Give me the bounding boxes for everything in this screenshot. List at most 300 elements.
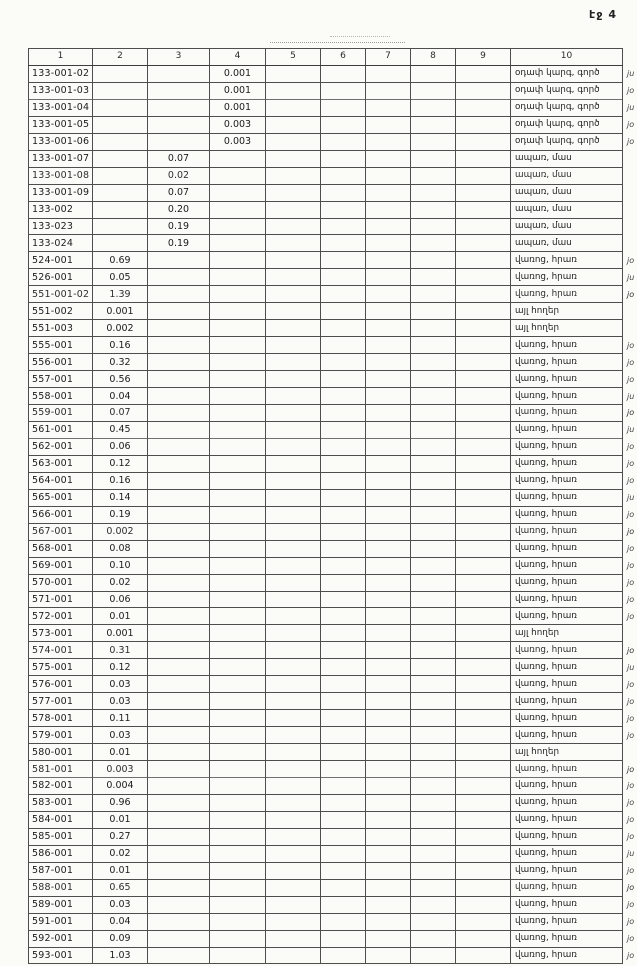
value-cell-col2: 0.27 [93, 828, 148, 845]
code-cell: 555-001 [29, 337, 93, 354]
margin-note: ju [627, 425, 635, 435]
code-cell: 558-001 [29, 388, 93, 405]
empty-cell-col8 [411, 99, 456, 116]
code-cell: 551-001-02 [29, 286, 93, 303]
table-row [29, 574, 637, 591]
empty-cell-col7 [366, 693, 411, 710]
empty-cell-col9 [456, 591, 511, 608]
code-cell: 133-001-06 [29, 133, 93, 150]
empty-cell-col6 [321, 421, 366, 438]
value-cell-col3 [148, 845, 210, 862]
empty-cell-col9 [456, 65, 511, 82]
description-cell: վառոց, հրառ [511, 388, 623, 405]
value-cell-col4 [210, 828, 266, 845]
empty-cell-col6 [321, 727, 366, 744]
value-cell-col4: 0.001 [210, 65, 266, 82]
empty-cell-col5 [266, 167, 321, 184]
empty-cell-col9 [456, 727, 511, 744]
margin-note: jo [627, 611, 635, 621]
description-cell: օդափ կարգ, գործ [511, 65, 623, 82]
empty-cell-col7 [366, 659, 411, 676]
empty-cell-col7 [366, 235, 411, 252]
value-cell-col4: 0.003 [210, 116, 266, 133]
code-cell: 133-001-08 [29, 167, 93, 184]
empty-cell-col5 [266, 116, 321, 133]
margin-note: ju [627, 103, 635, 113]
empty-cell-col8 [411, 761, 456, 778]
margin-note: jo [627, 255, 635, 265]
empty-cell-col9 [456, 557, 511, 574]
empty-cell-col9 [456, 811, 511, 828]
table-row [29, 777, 637, 794]
empty-cell-col9 [456, 947, 511, 964]
empty-cell-col5 [266, 354, 321, 371]
empty-cell-col8 [411, 65, 456, 82]
table-row [29, 133, 637, 150]
value-cell-col3: 0.19 [148, 235, 210, 252]
empty-cell-col6 [321, 184, 366, 201]
code-cell: 572-001 [29, 608, 93, 625]
table-row [29, 337, 637, 354]
empty-cell-col5 [266, 455, 321, 472]
empty-cell-col8 [411, 845, 456, 862]
margin-note: ju [627, 69, 635, 79]
empty-cell-col7 [366, 150, 411, 167]
value-cell-col2: 0.003 [93, 761, 148, 778]
code-cell: 526-001 [29, 269, 93, 286]
value-cell-col2: 0.65 [93, 879, 148, 896]
margin-note: jo [627, 781, 635, 791]
empty-cell-col6 [321, 303, 366, 320]
description-cell: վառոց, հրառ [511, 828, 623, 845]
value-cell-col3 [148, 896, 210, 913]
empty-cell-col8 [411, 489, 456, 506]
code-cell: 578-001 [29, 710, 93, 727]
value-cell-col4 [210, 896, 266, 913]
table-row [29, 235, 637, 252]
value-cell-col4 [210, 947, 266, 964]
description-cell: վառոց, հրառ [511, 252, 623, 269]
value-cell-col3 [148, 133, 210, 150]
empty-cell-col9 [456, 421, 511, 438]
margin-note: jo [627, 900, 635, 910]
empty-cell-col7 [366, 320, 411, 337]
empty-cell-col9 [456, 438, 511, 455]
empty-cell-col6 [321, 269, 366, 286]
empty-cell-col7 [366, 557, 411, 574]
code-cell: 567-001 [29, 523, 93, 540]
code-cell: 582-001 [29, 777, 93, 794]
empty-cell-col6 [321, 608, 366, 625]
empty-cell-col8 [411, 523, 456, 540]
value-cell-col4: 0.001 [210, 82, 266, 99]
empty-cell-col9 [456, 794, 511, 811]
empty-cell-col5 [266, 388, 321, 405]
value-cell-col4 [210, 862, 266, 879]
empty-cell-col5 [266, 540, 321, 557]
empty-cell-col6 [321, 405, 366, 422]
empty-cell-col7 [366, 574, 411, 591]
code-cell: 557-001 [29, 371, 93, 388]
code-cell: 580-001 [29, 744, 93, 761]
empty-cell-col6 [321, 591, 366, 608]
value-cell-col2: 0.02 [93, 574, 148, 591]
empty-cell-col8 [411, 116, 456, 133]
value-cell-col2: 0.32 [93, 354, 148, 371]
table-row [29, 388, 637, 405]
table-row [29, 421, 637, 438]
empty-cell-col9 [456, 388, 511, 405]
empty-cell-col7 [366, 303, 411, 320]
value-cell-col4 [210, 625, 266, 642]
description-cell: վառոց, հրառ [511, 794, 623, 811]
value-cell-col4 [210, 727, 266, 744]
empty-cell-col9 [456, 930, 511, 947]
value-cell-col2: 0.16 [93, 337, 148, 354]
empty-cell-col7 [366, 862, 411, 879]
description-cell: վառոց, հրառ [511, 659, 623, 676]
empty-cell-col5 [266, 150, 321, 167]
empty-cell-col9 [456, 676, 511, 693]
col-header-5: 5 [266, 49, 321, 66]
description-cell: վառոց, հրառ [511, 845, 623, 862]
empty-cell-col5 [266, 947, 321, 964]
empty-cell-col8 [411, 133, 456, 150]
margin-note [623, 150, 637, 167]
description-cell: վառոց, հրառ [511, 421, 623, 438]
code-cell: 564-001 [29, 472, 93, 489]
empty-cell-col9 [456, 320, 511, 337]
description-cell: վառոց, հրառ [511, 777, 623, 794]
table-row [29, 405, 637, 422]
description-cell: վառոց, հրառ [511, 506, 623, 523]
value-cell-col4 [210, 506, 266, 523]
description-cell: վառոց, հրառ [511, 591, 623, 608]
value-cell-col3 [148, 642, 210, 659]
empty-cell-col6 [321, 744, 366, 761]
value-cell-col3: 0.02 [148, 167, 210, 184]
empty-cell-col5 [266, 99, 321, 116]
empty-cell-col8 [411, 879, 456, 896]
margin-note: jo [627, 357, 635, 367]
code-cell: 584-001 [29, 811, 93, 828]
description-cell: վառոց, հրառ [511, 608, 623, 625]
description-cell: վառոց, հրառ [511, 930, 623, 947]
value-cell-col4 [210, 455, 266, 472]
empty-cell-col6 [321, 167, 366, 184]
value-cell-col2: 1.03 [93, 947, 148, 964]
code-cell: 133-001-03 [29, 82, 93, 99]
empty-cell-col9 [456, 574, 511, 591]
empty-cell-col5 [266, 608, 321, 625]
margin-note: jo [627, 340, 635, 350]
empty-cell-col6 [321, 676, 366, 693]
description-cell: վառոց, հրառ [511, 811, 623, 828]
empty-cell-col7 [366, 794, 411, 811]
empty-cell-col6 [321, 947, 366, 964]
margin-note: jo [627, 137, 635, 147]
scan-artifact [330, 36, 390, 37]
empty-cell-col7 [366, 930, 411, 947]
value-cell-col2: 0.10 [93, 557, 148, 574]
value-cell-col4 [210, 286, 266, 303]
table-row [29, 82, 637, 99]
margin-note: jo [627, 408, 635, 418]
empty-cell-col9 [456, 489, 511, 506]
description-cell: վառոց, հրառ [511, 354, 623, 371]
empty-cell-col8 [411, 710, 456, 727]
empty-cell-col8 [411, 472, 456, 489]
value-cell-col4 [210, 303, 266, 320]
empty-cell-col6 [321, 438, 366, 455]
empty-cell-col6 [321, 252, 366, 269]
empty-cell-col7 [366, 116, 411, 133]
value-cell-col3 [148, 794, 210, 811]
empty-cell-col5 [266, 591, 321, 608]
value-cell-col2: 0.09 [93, 930, 148, 947]
empty-cell-col7 [366, 896, 411, 913]
value-cell-col2: 0.01 [93, 744, 148, 761]
table-row [29, 947, 637, 964]
value-cell-col2: 0.002 [93, 320, 148, 337]
description-cell: այլ հողեր [511, 625, 623, 642]
value-cell-col4 [210, 676, 266, 693]
value-cell-col2 [93, 116, 148, 133]
table-row [29, 845, 637, 862]
empty-cell-col8 [411, 371, 456, 388]
value-cell-col4 [210, 913, 266, 930]
table-row [29, 608, 637, 625]
table-row [29, 269, 637, 286]
value-cell-col4 [210, 744, 266, 761]
empty-cell-col8 [411, 184, 456, 201]
description-cell: այլ հողեր [511, 744, 623, 761]
empty-cell-col9 [456, 269, 511, 286]
value-cell-col3 [148, 371, 210, 388]
empty-cell-col5 [266, 472, 321, 489]
code-cell: 577-001 [29, 693, 93, 710]
empty-cell-col8 [411, 811, 456, 828]
margin-note: jo [627, 459, 635, 469]
margin-note [623, 320, 637, 337]
value-cell-col4 [210, 540, 266, 557]
col-header-1: 1 [29, 49, 93, 66]
empty-cell-col7 [366, 133, 411, 150]
description-cell: ապառ, մաս [511, 167, 623, 184]
empty-cell-col6 [321, 625, 366, 642]
empty-cell-col6 [321, 794, 366, 811]
empty-cell-col6 [321, 828, 366, 845]
empty-cell-col5 [266, 421, 321, 438]
value-cell-col4 [210, 337, 266, 354]
value-cell-col3 [148, 320, 210, 337]
empty-cell-col9 [456, 455, 511, 472]
value-cell-col2: 0.03 [93, 727, 148, 744]
value-cell-col3 [148, 455, 210, 472]
margin-note [623, 218, 637, 235]
value-cell-col3 [148, 761, 210, 778]
value-cell-col2: 0.03 [93, 896, 148, 913]
value-cell-col3 [148, 286, 210, 303]
empty-cell-col9 [456, 744, 511, 761]
empty-cell-col9 [456, 201, 511, 218]
empty-cell-col9 [456, 82, 511, 99]
value-cell-col2: 0.96 [93, 794, 148, 811]
value-cell-col3 [148, 727, 210, 744]
empty-cell-col5 [266, 811, 321, 828]
code-cell: 559-001 [29, 405, 93, 422]
empty-cell-col9 [456, 693, 511, 710]
empty-cell-col9 [456, 150, 511, 167]
empty-cell-col9 [456, 913, 511, 930]
value-cell-col3 [148, 828, 210, 845]
empty-cell-col7 [366, 523, 411, 540]
description-cell: վառոց, հրառ [511, 523, 623, 540]
table-row [29, 523, 637, 540]
description-cell: վառոց, հրառ [511, 472, 623, 489]
empty-cell-col5 [266, 184, 321, 201]
margin-note: jo [627, 917, 635, 927]
margin-note: ju [627, 849, 635, 859]
margin-note: jo [627, 883, 635, 893]
description-cell: վառոց, հրառ [511, 879, 623, 896]
empty-cell-col9 [456, 862, 511, 879]
value-cell-col3: 0.19 [148, 218, 210, 235]
empty-cell-col5 [266, 82, 321, 99]
value-cell-col2: 0.004 [93, 777, 148, 794]
value-cell-col3 [148, 625, 210, 642]
empty-cell-col8 [411, 218, 456, 235]
empty-cell-col6 [321, 710, 366, 727]
empty-cell-col5 [266, 506, 321, 523]
value-cell-col3 [148, 862, 210, 879]
table-row [29, 693, 637, 710]
margin-note: jo [627, 696, 635, 706]
empty-cell-col8 [411, 727, 456, 744]
empty-cell-col8 [411, 506, 456, 523]
empty-cell-col5 [266, 337, 321, 354]
empty-cell-col7 [366, 405, 411, 422]
empty-cell-col6 [321, 574, 366, 591]
empty-cell-col5 [266, 269, 321, 286]
value-cell-col2: 0.05 [93, 269, 148, 286]
value-cell-col2: 0.14 [93, 489, 148, 506]
margin-note: jo [627, 950, 635, 960]
table-row [29, 625, 637, 642]
empty-cell-col7 [366, 777, 411, 794]
description-cell: վառոց, հրառ [511, 947, 623, 964]
empty-cell-col9 [456, 642, 511, 659]
value-cell-col4 [210, 557, 266, 574]
code-cell: 562-001 [29, 438, 93, 455]
empty-cell-col7 [366, 286, 411, 303]
value-cell-col2: 0.03 [93, 676, 148, 693]
value-cell-col2: 0.04 [93, 913, 148, 930]
code-cell: 568-001 [29, 540, 93, 557]
description-cell: վառոց, հրառ [511, 693, 623, 710]
empty-cell-col8 [411, 540, 456, 557]
empty-cell-col6 [321, 65, 366, 82]
empty-cell-col9 [456, 506, 511, 523]
description-cell: վառոց, հրառ [511, 642, 623, 659]
table-row [29, 591, 637, 608]
value-cell-col2: 0.04 [93, 388, 148, 405]
margin-note: jo [627, 476, 635, 486]
value-cell-col3 [148, 540, 210, 557]
code-cell: 592-001 [29, 930, 93, 947]
empty-cell-col6 [321, 455, 366, 472]
empty-cell-col7 [366, 99, 411, 116]
table-body [29, 65, 637, 964]
empty-cell-col7 [366, 727, 411, 744]
value-cell-col3 [148, 659, 210, 676]
empty-cell-col8 [411, 303, 456, 320]
margin-note: jo [627, 866, 635, 876]
value-cell-col4 [210, 489, 266, 506]
empty-cell-col9 [456, 845, 511, 862]
code-cell: 133-023 [29, 218, 93, 235]
value-cell-col4 [210, 438, 266, 455]
empty-cell-col5 [266, 659, 321, 676]
empty-cell-col6 [321, 286, 366, 303]
value-cell-col4 [210, 252, 266, 269]
value-cell-col3 [148, 252, 210, 269]
description-cell: վառոց, հրառ [511, 489, 623, 506]
value-cell-col2: 0.03 [93, 693, 148, 710]
empty-cell-col6 [321, 116, 366, 133]
empty-cell-col7 [366, 879, 411, 896]
code-cell: 574-001 [29, 642, 93, 659]
empty-cell-col5 [266, 133, 321, 150]
header-row [29, 49, 637, 66]
value-cell-col4 [210, 777, 266, 794]
code-cell: 581-001 [29, 761, 93, 778]
value-cell-col4 [210, 930, 266, 947]
empty-cell-col5 [266, 676, 321, 693]
value-cell-col2: 0.45 [93, 421, 148, 438]
empty-cell-col9 [456, 625, 511, 642]
empty-cell-col7 [366, 947, 411, 964]
code-cell: 565-001 [29, 489, 93, 506]
empty-cell-col6 [321, 371, 366, 388]
table-row [29, 744, 637, 761]
table-row [29, 354, 637, 371]
value-cell-col4 [210, 659, 266, 676]
data-table [28, 48, 637, 964]
table-row [29, 99, 637, 116]
code-cell: 561-001 [29, 421, 93, 438]
empty-cell-col6 [321, 133, 366, 150]
empty-cell-col7 [366, 506, 411, 523]
margin-note [623, 625, 637, 642]
empty-cell-col8 [411, 608, 456, 625]
table-row [29, 201, 637, 218]
empty-cell-col5 [266, 642, 321, 659]
empty-cell-col5 [266, 303, 321, 320]
value-cell-col4 [210, 184, 266, 201]
empty-cell-col7 [366, 269, 411, 286]
empty-cell-col7 [366, 489, 411, 506]
value-cell-col3 [148, 777, 210, 794]
empty-cell-col7 [366, 371, 411, 388]
value-cell-col2 [93, 218, 148, 235]
empty-cell-col6 [321, 472, 366, 489]
empty-cell-col7 [366, 184, 411, 201]
table-row [29, 879, 637, 896]
table-row [29, 727, 637, 744]
value-cell-col2: 0.07 [93, 405, 148, 422]
value-cell-col3 [148, 82, 210, 99]
